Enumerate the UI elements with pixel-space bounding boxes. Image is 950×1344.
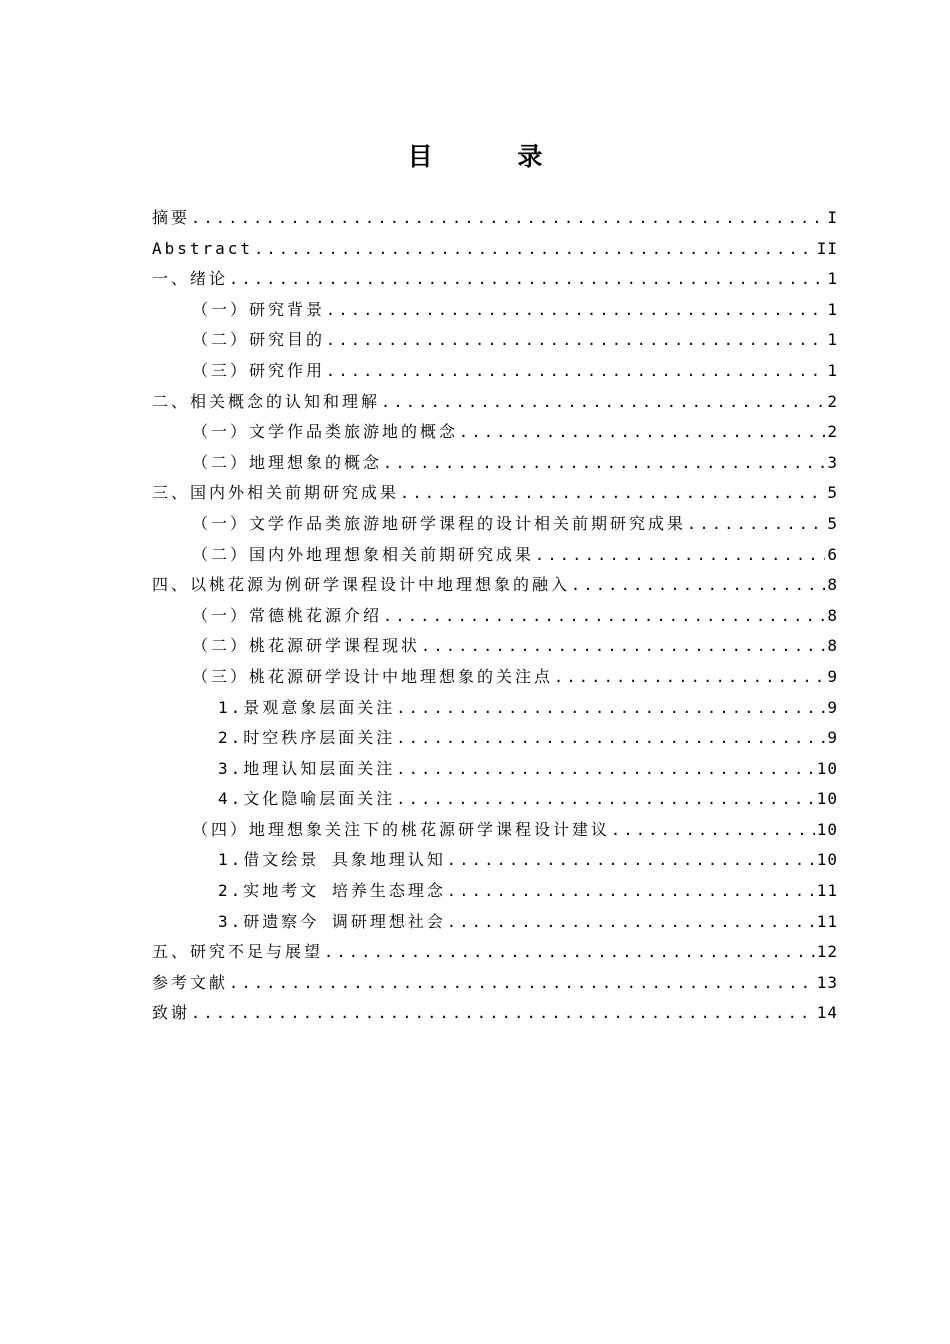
toc-entry-label: （一）文学作品类旅游地研学课程的设计相关前期研究成果: [192, 513, 687, 533]
toc-entry-label: （一）常德桃花源介绍: [192, 605, 383, 625]
toc-dot-leader: [396, 693, 825, 724]
toc-entry-label: 3.研遗察今 调研理想社会: [218, 911, 446, 931]
toc-entry[interactable]: [152, 570, 838, 601]
toc-entry[interactable]: [152, 295, 838, 326]
toc-entry-page-number: 8: [827, 575, 838, 595]
toc-entry[interactable]: [152, 968, 838, 999]
toc-entry-page-number: 10: [816, 789, 838, 809]
toc-entry-page-number: 10: [816, 850, 838, 870]
toc-entry-label: （二）研究目的: [192, 330, 326, 350]
toc-entry-label: （三）桃花源研学设计中地理想象的关注点: [192, 666, 554, 686]
toc-entry-page-number: 9: [827, 728, 838, 748]
toc-entry-page-number: I: [827, 208, 838, 227]
toc-entry-page-number: 2: [827, 422, 838, 442]
toc-entry-label: Abstract: [152, 238, 254, 258]
toc-entry[interactable]: [152, 631, 838, 662]
toc-entry-page-number: 1: [827, 330, 838, 350]
toc-entry[interactable]: [152, 264, 838, 295]
toc-entry-page-number: 8: [827, 605, 838, 625]
toc-entry-label: （二）桃花源研学课程现状: [192, 636, 421, 656]
toc-dot-leader: [326, 295, 825, 326]
toc-entry-page-number: 11: [816, 881, 838, 901]
toc-entry-page-number: 2: [827, 391, 838, 411]
toc-entry-label: 参考文献: [152, 972, 229, 992]
toc-entry-label: （一）研究背景: [192, 299, 326, 319]
toc-entry[interactable]: [152, 540, 838, 571]
toc-dot-leader: [459, 417, 825, 448]
toc-entry-label: 3.地理认知层面关注: [218, 758, 396, 778]
toc-entry[interactable]: [152, 876, 838, 907]
toc-entry[interactable]: [152, 356, 838, 387]
toc-entry[interactable]: [152, 815, 838, 846]
toc-entry[interactable]: [152, 937, 838, 968]
toc-entry-page-number: 8: [827, 636, 838, 656]
toc-entry-page-number: 12: [816, 942, 838, 962]
toc-dot-leader: [324, 937, 815, 968]
toc-entry-page-number: 5: [827, 513, 838, 533]
toc-dot-leader: [447, 907, 815, 938]
toc-entry-page-number: 1: [827, 269, 838, 289]
toc-dot-leader: [554, 662, 825, 693]
toc-dot-leader: [447, 876, 815, 907]
toc-entry-label: （一）文学作品类旅游地的概念: [192, 422, 459, 442]
toc-entry-label: 四、以桃花源为例研学课程设计中地理想象的融入: [152, 575, 571, 595]
toc-entry-page-number: 3: [827, 452, 838, 472]
toc-entry[interactable]: [152, 509, 838, 540]
toc-entry[interactable]: [152, 478, 838, 509]
toc-dot-leader: [447, 845, 815, 876]
toc-entry-page-number: 10: [816, 758, 838, 778]
toc-dot-leader: [687, 509, 825, 540]
toc-entry-page-number: 10: [816, 819, 838, 839]
toc-entry-label: 五、研究不足与展望: [152, 942, 324, 962]
toc-entry-label: 一、绪论: [152, 269, 229, 289]
toc-dot-leader: [400, 478, 825, 509]
toc-dot-leader: [396, 723, 825, 754]
toc-dot-leader: [326, 356, 825, 387]
toc-entry-page-number: 9: [827, 697, 838, 717]
toc-entry-label: 1.景观意象层面关注: [218, 697, 396, 717]
toc-entry-page-number: 13: [816, 972, 838, 992]
toc-entry-label: （三）研究作用: [192, 360, 326, 380]
toc-entry[interactable]: [152, 601, 838, 632]
toc-dot-leader: [383, 448, 825, 479]
toc-entry-page-number: 6: [827, 544, 838, 564]
toc-entry-page-number: 1: [827, 299, 838, 319]
toc-entry[interactable]: [152, 754, 838, 785]
toc-entry-label: 4.文化隐喻层面关注: [218, 789, 396, 809]
toc-dot-leader: [229, 968, 815, 999]
toc-dot-leader: [535, 540, 825, 571]
toc-entry-page-number: 14: [816, 1003, 838, 1023]
toc-entry[interactable]: [152, 784, 838, 815]
toc-dot-leader: [396, 784, 814, 815]
toc-entry-page-number: II: [816, 238, 838, 258]
toc-dot-leader: [396, 754, 814, 785]
toc-entry-label: 摘要: [152, 208, 191, 227]
toc-entry-page-number: 5: [827, 483, 838, 503]
toc-dot-leader: [191, 203, 825, 234]
toc-dot-leader: [381, 387, 825, 418]
toc-entry-label: 2.时空秩序层面关注: [218, 728, 396, 748]
toc-entry-label: 二、相关概念的认知和理解: [152, 391, 381, 411]
toc-entry-label: 1.借文绘景 具象地理认知: [218, 850, 446, 870]
toc-entry[interactable]: [152, 998, 838, 1029]
toc-entry[interactable]: [152, 203, 838, 234]
toc-entry[interactable]: [152, 448, 838, 479]
toc-dot-leader: [191, 998, 815, 1029]
toc-entry-label: 致谢: [152, 1003, 191, 1023]
toc-dot-leader: [421, 631, 825, 662]
toc-entry[interactable]: [152, 325, 838, 356]
toc-entry-label: （四）地理想象关注下的桃花源研学课程设计建议: [192, 819, 611, 839]
toc-entry-label: 三、国内外相关前期研究成果: [152, 483, 400, 503]
toc-dot-leader: [571, 570, 825, 601]
toc-dot-leader: [326, 325, 825, 356]
table-of-contents: [152, 203, 838, 1029]
toc-entry-label: （二）地理想象的概念: [192, 452, 383, 472]
toc-entry[interactable]: [152, 693, 838, 724]
toc-entry[interactable]: [152, 907, 838, 938]
toc-entry[interactable]: [152, 723, 838, 754]
toc-dot-leader: [229, 264, 825, 295]
toc-dot-leader: [383, 601, 825, 632]
toc-entry-page-number: 11: [816, 911, 838, 931]
toc-entry[interactable]: [152, 417, 838, 448]
toc-entry-page-number: 9: [827, 666, 838, 686]
toc-dot-leader: [254, 234, 815, 265]
toc-entry[interactable]: [152, 845, 838, 876]
page-title: 目 录: [407, 142, 581, 171]
toc-entry-label: （二）国内外地理想象相关前期研究成果: [192, 544, 535, 564]
toc-entry[interactable]: [152, 234, 838, 265]
toc-entry-page-number: 1: [827, 360, 838, 380]
toc-dot-leader: [611, 815, 815, 846]
toc-entry[interactable]: [152, 662, 838, 693]
toc-entry[interactable]: [152, 387, 838, 418]
toc-entry-label: 2.实地考文 培养生态理念: [218, 881, 446, 901]
